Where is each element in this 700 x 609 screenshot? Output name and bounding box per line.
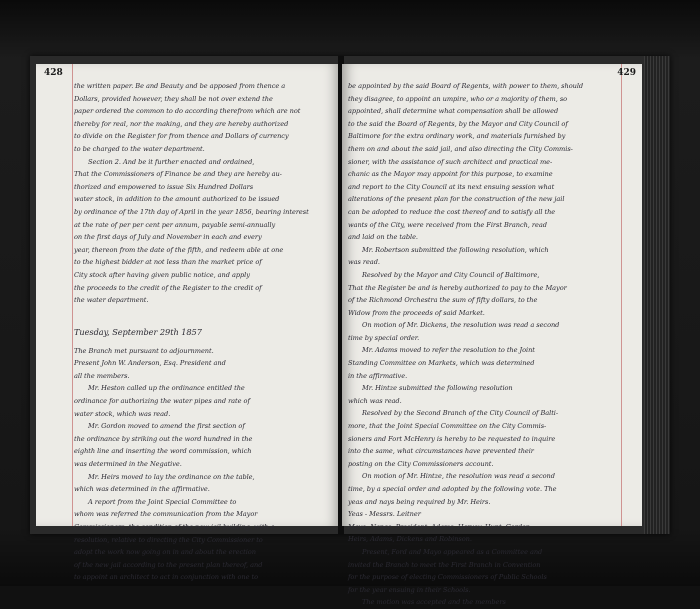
handwritten-line: the proceeds to the credit of the Register to the credit of <box>74 283 262 292</box>
handwritten-line: Dollars, provided however, they shall be not over extend the <box>74 94 273 103</box>
handwritten-line: thorized and empowered to issue Six Hundred Dollars <box>74 182 254 191</box>
handwritten-line: and laid on the table. <box>348 233 418 242</box>
handwritten-line: That the Commissioners of Finance be and they are hereby au- <box>74 170 282 179</box>
page-edges <box>644 56 670 534</box>
handwritten-line: City stock after having given public notice, and apply <box>74 270 250 279</box>
handwritten-line: chanic as the Mayor may appoint for this purpose, to examine <box>348 170 553 179</box>
handwritten-line: in the affirmative. <box>348 371 408 380</box>
left-page <box>36 64 340 582</box>
handwritten-line: The Branch met pursuant to adjournment. <box>74 346 214 355</box>
handwritten-line: Resolved by the Second Branch of the City Council of Balti- <box>362 409 559 418</box>
handwritten-line: Heirs, Adams, Dickens and Robinson. <box>348 535 472 544</box>
handwritten-line: be appointed by the said Board of Regents, with power to them, should <box>348 82 584 90</box>
margin-rule <box>621 64 622 526</box>
handwritten-line: Mayo, Nance, President, Adams, Harvey, Hunt, Gordon <box>348 522 531 531</box>
handwritten-line: of the Richmond Orchestra the sum of fifty dollars, to the <box>348 296 538 305</box>
handwritten-line: appointed, shall determine what compensation shall be allowed <box>348 107 559 116</box>
handwritten-line: time, by a special order and adopted by the following vote. The <box>348 485 557 493</box>
handwritten-line: That the Register be and is hereby authorized to pay to the Mayor <box>348 283 567 292</box>
page-number-left: 428 <box>44 68 63 78</box>
handwritten-line: time by special order. <box>348 333 420 342</box>
handwritten-line: On motion of Mr. Hintze, the resolution was read a second <box>362 472 555 481</box>
handwritten-line: the written paper. Be and Beauty and be apposed from thence a <box>74 82 286 90</box>
handwritten-line: whom was referred the communication from the Mayor <box>74 510 258 519</box>
handwritten-line: and report to the City Council at its next ensuing session what <box>348 182 555 191</box>
handwritten-line: yeas and nays being required by Mr. Heirs. <box>348 497 491 506</box>
handwritten-line: for the purpose of electing Commissioners of Public Schools <box>348 573 547 582</box>
handwritten-line: Resolved by the Mayor and City Council of Baltimore, <box>362 270 540 279</box>
handwritten-line: Mr. Gordon moved to amend the first section of <box>88 422 245 431</box>
handwritten-line: for the year ensuing in their Schools. <box>348 585 471 594</box>
handwritten-line: by ordinance of the 17th day of April in the year 1856, bearing interest <box>74 207 309 216</box>
left-page-text <box>74 80 336 584</box>
handwritten-line: them on and about the said jail, and also directing the City Commis- <box>348 144 573 153</box>
handwritten-line: sioners and Fort McHenry is hereby to be requested to inquire <box>348 434 556 443</box>
handwritten-line: the ordinance by striking out the word hundred in the <box>74 434 253 443</box>
handwritten-line: which was read. <box>348 396 402 405</box>
handwritten-line: to be charged to the water department. <box>74 144 205 153</box>
handwritten-line: of the new jail according to the present plan thereof, and <box>74 560 263 569</box>
handwritten-line: to the said the Board of Regents, by the Mayor and City Council of <box>348 119 568 128</box>
handwritten-line: eighth line and inserting the word commission, which <box>74 447 252 456</box>
handwritten-line: Present John W. Anderson, Esq. President and <box>74 359 226 368</box>
handwritten-line: The motion was accepted and the members <box>362 598 506 607</box>
margin-rule <box>72 64 73 526</box>
handwritten-line: the water department. <box>74 296 149 305</box>
handwritten-line: Yeas - Messrs. Leitner <box>348 510 421 519</box>
handwritten-line: into the same, what circumstances have prevented their <box>348 447 534 456</box>
handwritten-line: invited the Branch to meet the First Branch in Convention <box>348 560 541 569</box>
handwritten-line: A report from the Joint Special Committee to <box>88 497 237 506</box>
handwritten-line: Baltimore for the extra ordinary work, and materials furnished by <box>348 132 566 141</box>
handwritten-line: water stock, which was read. <box>74 409 171 418</box>
handwritten-line: sioner, with the assistance of such architect and practical me- <box>348 157 553 166</box>
handwritten-line: wants of the City, were received from the First Branch, read <box>348 220 547 229</box>
handwritten-line: paper ordered the common to do according therefrom which are not <box>74 107 301 116</box>
handwritten-line: thereby for real, nor the making, and they are hereby authorized <box>74 119 289 128</box>
handwritten-line: alterations of the present plan for the construction of the new jail <box>348 195 565 204</box>
handwritten-line: which was determined in the affirmative. <box>74 485 210 494</box>
handwritten-line: Present, Ford and Mayo appeared as a Committee and <box>362 547 543 556</box>
handwritten-line: water stock, in addition to the amount authorized to be issued <box>74 195 280 204</box>
page-number-right: 429 <box>617 68 636 78</box>
right-page <box>342 64 642 607</box>
handwritten-line: year, thereon from the date of the fifth, and redeem able at one <box>74 245 284 254</box>
handwritten-line: Section 2. And be it further enacted and ordained, <box>88 157 255 166</box>
handwritten-line: Mr. Robertson submitted the following resolution, which <box>362 245 549 254</box>
handwritten-line: resolution, relative to directing the City Commissioner to <box>74 535 263 544</box>
handwritten-line: ordinance for authorizing the water pipes and rate of <box>74 397 250 406</box>
meeting-dateline: Tuesday, September 29th 1857 <box>74 326 202 337</box>
handwritten-line: to the highest bidder at not less than the market price of <box>74 258 262 267</box>
handwritten-line: Standing Committee on Markets, which was determined <box>348 359 535 368</box>
handwritten-line: to appoint an architect to act in conjunction with one to <box>74 573 259 582</box>
handwritten-line: they disagree, to appoint an umpire, who or a majority of them, so <box>348 94 568 103</box>
handwritten-line: at the rate of per per cent per annum, payable semi-annually <box>74 220 276 229</box>
handwritten-line: on the first days of July and November in each and every <box>74 233 262 242</box>
handwritten-line: was read. <box>348 258 380 267</box>
handwritten-line: all the members. <box>74 371 130 380</box>
handwritten-line: was determined in the Negative. <box>74 460 182 469</box>
handwritten-line: Widow from the proceeds of said Market. <box>348 308 485 317</box>
handwritten-line: Mr. Hintze submitted the following resolution <box>362 384 513 393</box>
ledger-book <box>30 56 670 607</box>
handwritten-line: Mr. Adams moved to refer the resolution to the Joint <box>362 346 535 355</box>
handwritten-line: Commissioners, the condition of the new jail building, with a <box>74 523 275 531</box>
handwritten-line: to divide on the Register for from thence and Dollars of currency <box>74 132 289 141</box>
handwritten-line: more, that the Joint Special Committee on the City Commis- <box>348 422 547 431</box>
handwritten-line: Mr. Heirs moved to lay the ordinance on the table, <box>88 472 255 481</box>
handwritten-line: posting on the City Commissioners account. <box>348 459 494 468</box>
handwritten-line: Mr. Heston called up the ordinance entitled the <box>88 384 245 393</box>
right-page-text <box>348 80 618 609</box>
handwritten-line: can be adopted to reduce the cost thereof and to satisfy all the <box>348 207 556 216</box>
handwritten-line: adopt the work now going on in and about the erection <box>74 548 256 557</box>
handwritten-line: On motion of Mr. Dickens, the resolution was read a second <box>362 321 560 330</box>
